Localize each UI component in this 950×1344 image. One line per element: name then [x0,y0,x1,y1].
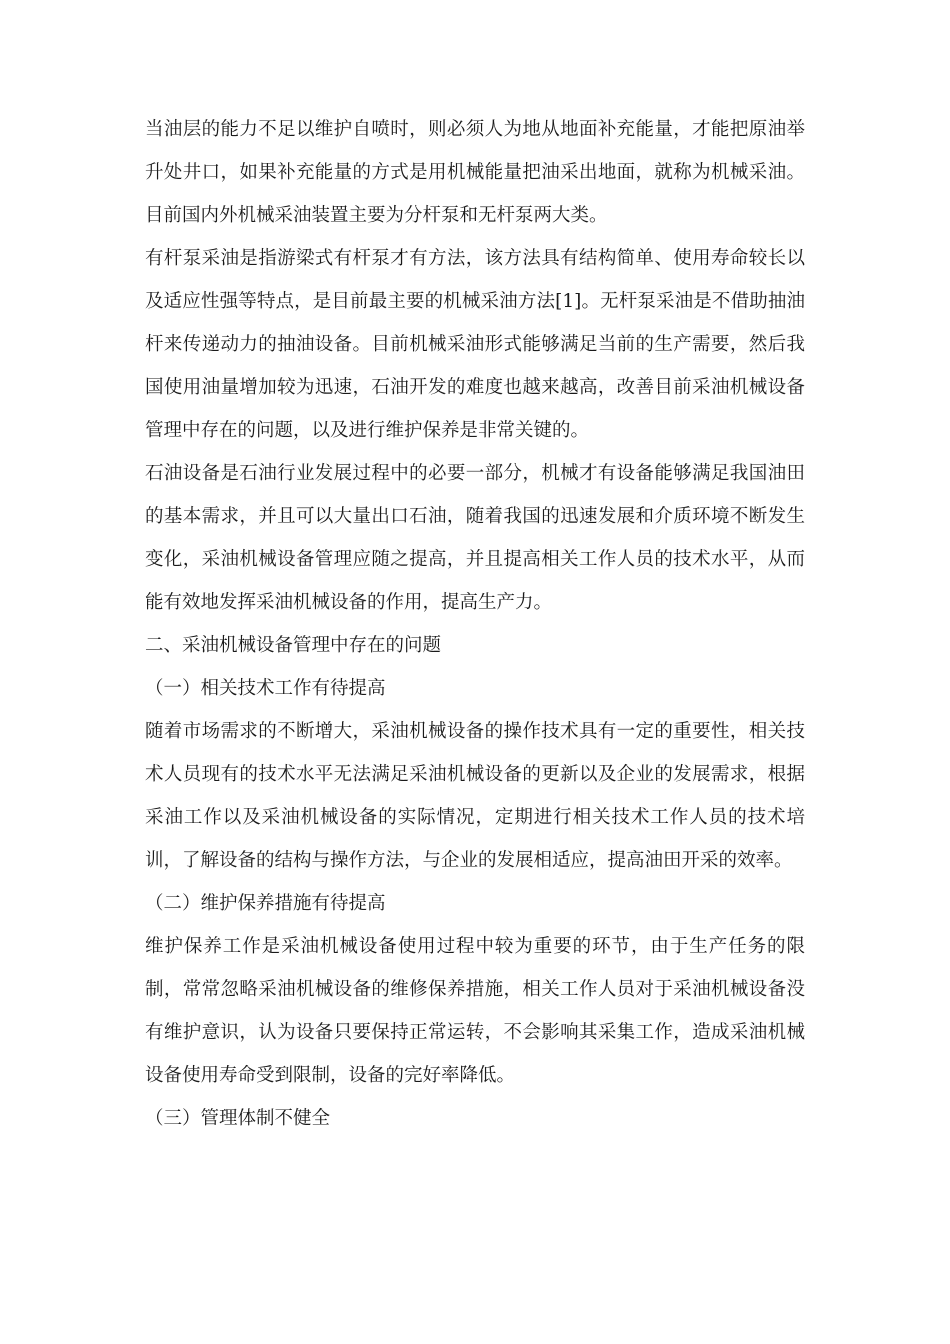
paragraph-rod-pump: 有杆泵采油是指游梁式有杆泵才有方法，该方法具有结构简单、使用寿命较长以及适应性强等特点，是目前最主要的机械采油方法[1]。无杆泵采油是不借助抽油杆来传递动力的抽油设备。目前机械采油形式能够满足当前的生产需要，然后我国使用油量增加较为迅速，石油开发的难度也越来越高，改善目前采油机械设备管理中存在的问题，以及进行维护保养是非常关键的。 [145,248,805,441]
subsection-heading-management-system: （三）管理体制不健全 [145,1108,331,1129]
section-heading-problems: 二、采油机械设备管理中存在的问题 [145,635,442,656]
paragraph-mechanical-oil-recovery: 当油层的能力不足以维护自喷时，则必须人为地从地面补充能量，才能把原油举升处井口，如果补充能量的方式是用机械能量把油采出地面，就称为机械采油。目前国内外机械采油装置主要为分杆泵和无杆泵两大类。 [145,119,805,226]
subsection-heading-technical-work: （一）相关技术工作有待提高 [145,678,386,699]
subsection-heading-maintenance: （二）维护保养措施有待提高 [145,893,386,914]
paragraph-technical-work: 随着市场需求的不断增大，采油机械设备的操作技术具有一定的重要性，相关技术人员现有的技术水平无法满足采油机械设备的更新以及企业的发展需求，根据采油工作以及采油机械设备的实际情况，定期进行相关技术工作人员的技术培训，了解设备的结构与操作方法，与企业的发展相适应，提高油田开采的效率。 [145,721,805,871]
paragraph-maintenance: 维护保养工作是采油机械设备使用过程中较为重要的环节，由于生产任务的限制，常常忽略采油机械设备的维修保养措施，相关工作人员对于采油机械设备没有维护意识，认为设备只要保持正常运转，不会影响其采集工作，造成采油机械设备使用寿命受到限制，设备的完好率降低。 [145,936,805,1086]
paragraph-petroleum-equipment: 石油设备是石油行业发展过程中的必要一部分，机械才有设备能够满足我国油田的基本需求，并且可以大量出口石油，随着我国的迅速发展和介质环境不断发生变化，采油机械设备管理应随之提高，并且提高相关工作人员的技术水平，从而能有效地发挥采油机械设备的作用，提高生产力。 [145,463,805,613]
document-body [145,108,805,1140]
